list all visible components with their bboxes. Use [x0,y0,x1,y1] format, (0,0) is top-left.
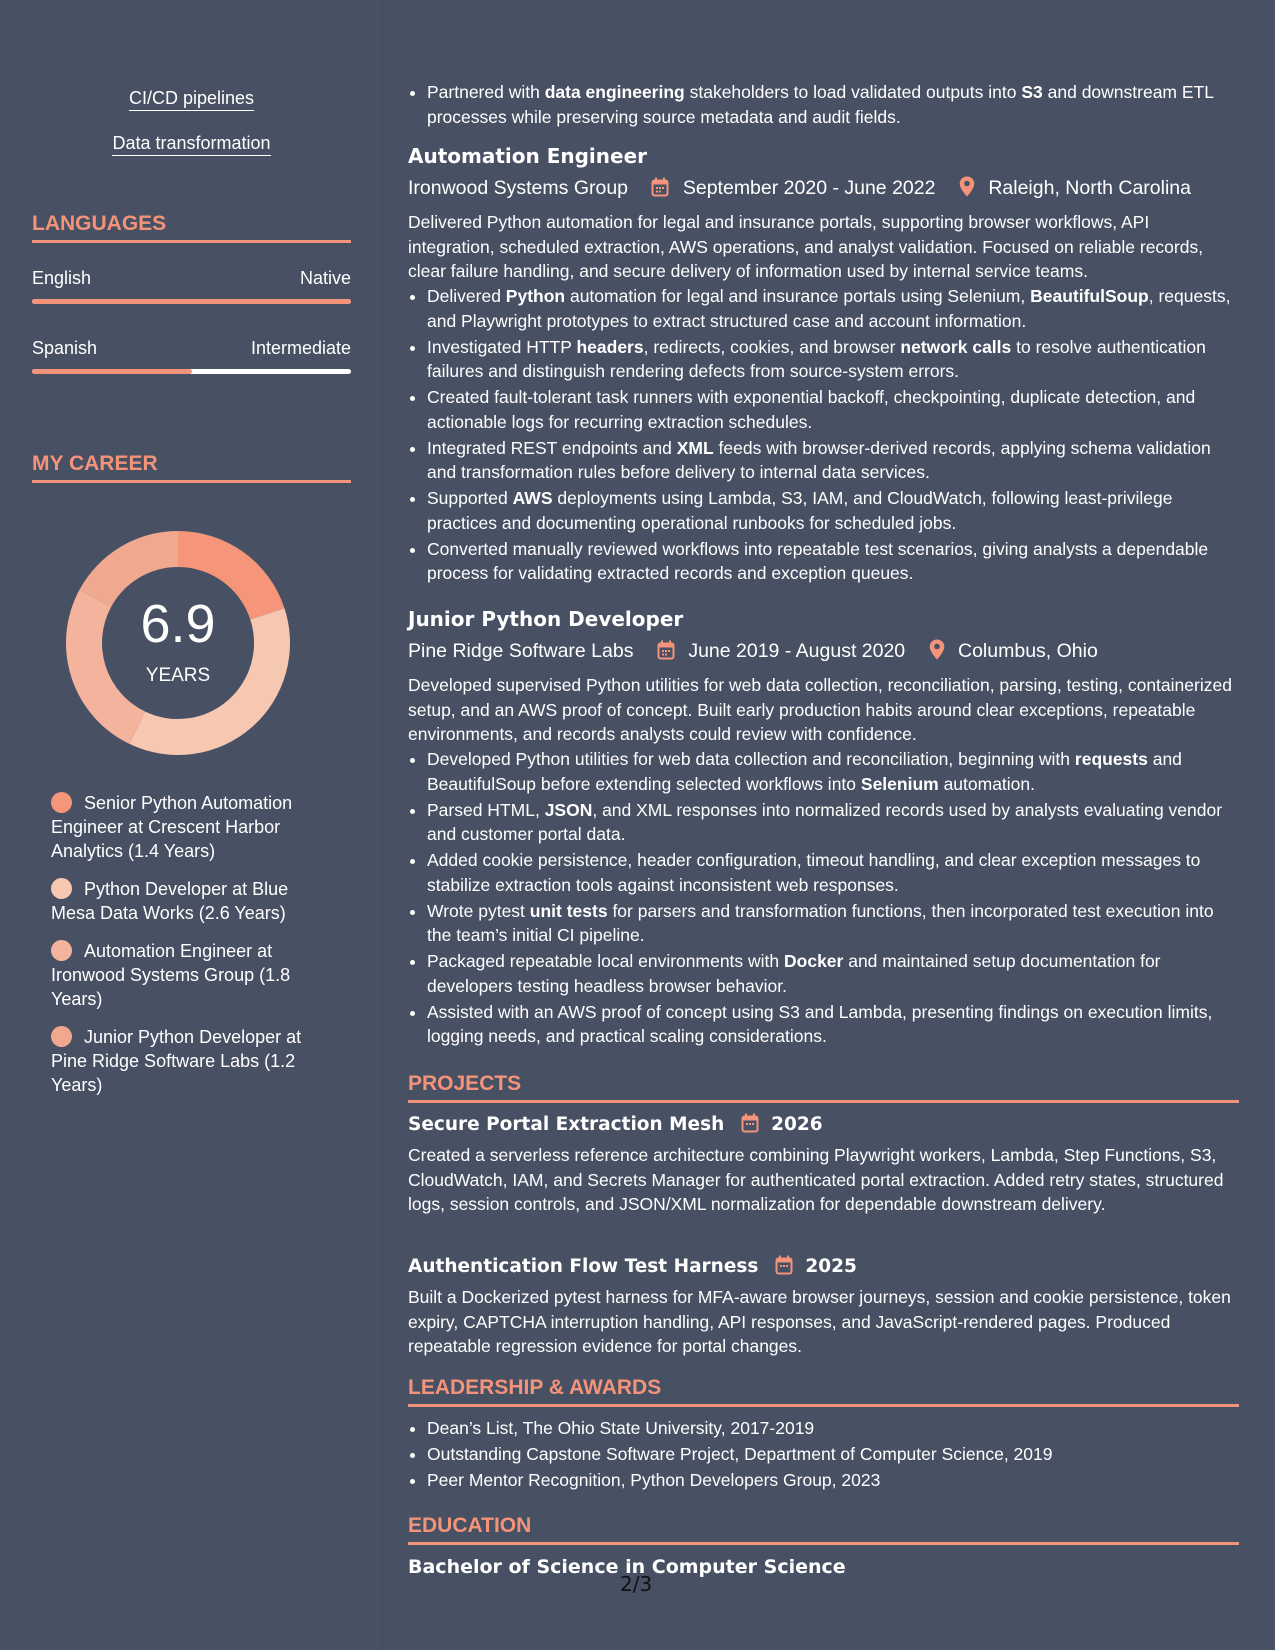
experience-bullet: • Converted manually reviewed workflows into repeatable test scenarios, giving analysts a dependable process for validating extracted records and exception queues. [427,537,1239,586]
skill-link-data-transformation[interactable] [32,133,351,154]
project-title: Secure Portal Extraction Mesh [408,1114,725,1135]
location-pin-icon [959,176,975,203]
skill-link-cicd[interactable] [32,88,351,109]
job-dates: September 2020 - June 2022 [682,177,936,199]
skill-label: CI/CD pipelines [129,88,254,111]
legend-label: Senior Python Automation Engineer at Crescent Harbor Analytics (1.4 Years) [51,793,293,861]
experience-bullet: • Investigated HTTP headers, redirects, cookies, and browser network calls to resolve authentication failures and distinguish rendering defects from source-system errors. [427,335,1239,384]
experience-bullet: • Delivered Python automation for legal and insurance portals using Selenium, BeautifulSoup, requests, and Playwright prototypes to extract structured case and account information. [427,284,1239,333]
education-heading: EDUCATION [408,1514,1239,1545]
career-unit: YEARS [145,665,211,686]
language-bar-spanish [32,369,351,374]
language-name: Spanish [32,338,98,358]
job-title: Junior Python Developer [408,607,684,631]
languages-heading: LANGUAGES [32,212,351,243]
calendar-icon [657,640,675,666]
experience-bullet: • Integrated REST endpoints and XML feeds with browser-derived records, applying schema validation and transformation rules before delivery to internal data services. [427,436,1239,485]
career-legend-item [51,1025,321,1097]
legend-dot [51,940,72,961]
job-location: Columbus, Ohio [958,640,1098,662]
project-title: Authentication Flow Test Harness [408,1256,759,1277]
project-title-row [408,1255,857,1280]
company-name: Pine Ridge Software Labs [408,640,634,662]
career-total: 6.9 [140,594,216,654]
calendar-icon [775,1255,793,1280]
job-bullets [408,747,1239,1050]
career-legend-item [51,791,321,863]
leadership-list [408,1416,1239,1494]
calendar-icon [651,177,669,203]
job-bullets [408,284,1239,587]
job-location: Raleigh, North Carolina [988,177,1191,199]
language-name: English [32,268,92,288]
job-meta [408,176,1191,203]
legend-label: Python Developer at Blue Mesa Data Works (2.6 Years) [51,879,289,923]
company-name: Ironwood Systems Group [408,177,629,199]
experience-bullet: • Packaged repeatable local environments with Docker and maintained setup documentation for developers testing headless browser behavior. [427,949,1239,998]
language-level: Native [299,268,351,288]
experience-bullet: • Assisted with an AWS proof of concept using S3 and Lambda, presenting findings on execution limits, logging needs, and practical scaling considerations. [427,1000,1239,1049]
legend-label: Junior Python Developer at Pine Ridge Software Labs (1.2 Years) [51,1027,302,1095]
continued-bullet [408,80,1239,131]
project-year: 2026 [771,1114,823,1135]
career-legend-item [51,939,321,1011]
project-title-row [408,1113,823,1138]
skill-label: Data transformation [112,133,270,156]
experience-bullet: • Developed Python utilities for web data collection and reconciliation, beginning with requests and BeautifulSoup before extending selected workflows into Selenium automation. [427,747,1239,796]
job-dates: June 2019 - August 2020 [688,640,906,662]
award-item: • Dean’s List, The Ohio State University, 2017-2019 [427,1416,1239,1441]
location-pin-icon [929,639,945,666]
page-number: 2/3 [620,1572,653,1596]
job-meta [408,639,1098,666]
job-title: Automation Engineer [408,144,648,168]
column-divider [382,0,383,1650]
legend-label: Automation Engineer at Ironwood Systems Group (1.8 Years) [51,941,291,1009]
award-item: • Peer Mentor Recognition, Python Developers Group, 2023 [427,1468,1239,1493]
experience-bullet: • Created fault-tolerant task runners with exponential backoff, checkpointing, duplicate detection, and actionable logs for recurring extraction schedules. [427,385,1239,434]
experience-bullet: • Wrote pytest unit tests for parsers and transformation functions, then incorporated test execution into the team’s initial CI pipeline. [427,899,1239,948]
leadership-heading: LEADERSHIP & AWARDS [408,1376,1239,1407]
language-fill [32,299,351,304]
language-bar-english [32,299,351,304]
project-year: 2025 [805,1256,857,1277]
job-summary: Developed supervised Python utilities for web data collection, reconciliation, parsing, testing, containerized setup, and an AWS proof of concept. Built early production habits around clear exceptions, repeatable environments, and records analysts could review with confidence. [408,675,1232,744]
donut-center [66,531,290,755]
experience-bullet: • Parsed HTML, JSON, and XML responses into normalized records used by analysts evaluating vendor and customer portal data. [427,798,1239,847]
career-donut-chart [66,531,290,755]
experience-bullet: • Supported AWS deployments using Lambda, S3, IAM, and CloudWatch, following least-privilege practices and documenting operational runbooks for scheduled jobs. [427,486,1239,535]
legend-dot [51,792,72,813]
career-heading: MY CAREER [32,452,351,483]
degree-title: Bachelor of Science in Computer Science [408,1556,846,1578]
award-item: • Outstanding Capstone Software Project, Department of Computer Science, 2019 [427,1442,1239,1467]
language-fill [32,369,192,374]
projects-heading: PROJECTS [408,1072,1239,1103]
project-description: Created a serverless reference architecture combining Playwright workers, Lambda, Step Functions, S3, CloudWatch, IAM, and Secrets Manager for authenticated portal extraction. Added retry states, structured logs, session controls, and JSON/XML normalization for dependable downstream delivery. [408,1145,1224,1214]
project-description: Built a Dockerized pytest harness for MFA-aware browser journeys, session and cookie persistence, token expiry, CAPTCHA interruption handling, API responses, and JavaScript-rendered pages. Produced repeatable regression evidence for portal changes. [408,1287,1231,1356]
calendar-icon [741,1113,759,1138]
legend-dot [51,1026,72,1047]
experience-bullet: • Partnered with data engineering stakeholders to load validated outputs into S3 and downstream ETL processes while preserving source metadata and audit fields. [427,80,1239,129]
career-legend-item [51,877,321,925]
legend-dot [51,878,72,899]
experience-bullet: • Added cookie persistence, header configuration, timeout handling, and clear exception messages to stabilize extraction tools against inconsistent web responses. [427,848,1239,897]
language-level: Intermediate [250,338,351,358]
job-summary: Delivered Python automation for legal and insurance portals, supporting browser workflows, API integration, scheduled extraction, AWS operations, and analyst validation. Focused on reliable records, clear failure handling, and secure delivery of information used by internal service teams. [408,212,1204,281]
